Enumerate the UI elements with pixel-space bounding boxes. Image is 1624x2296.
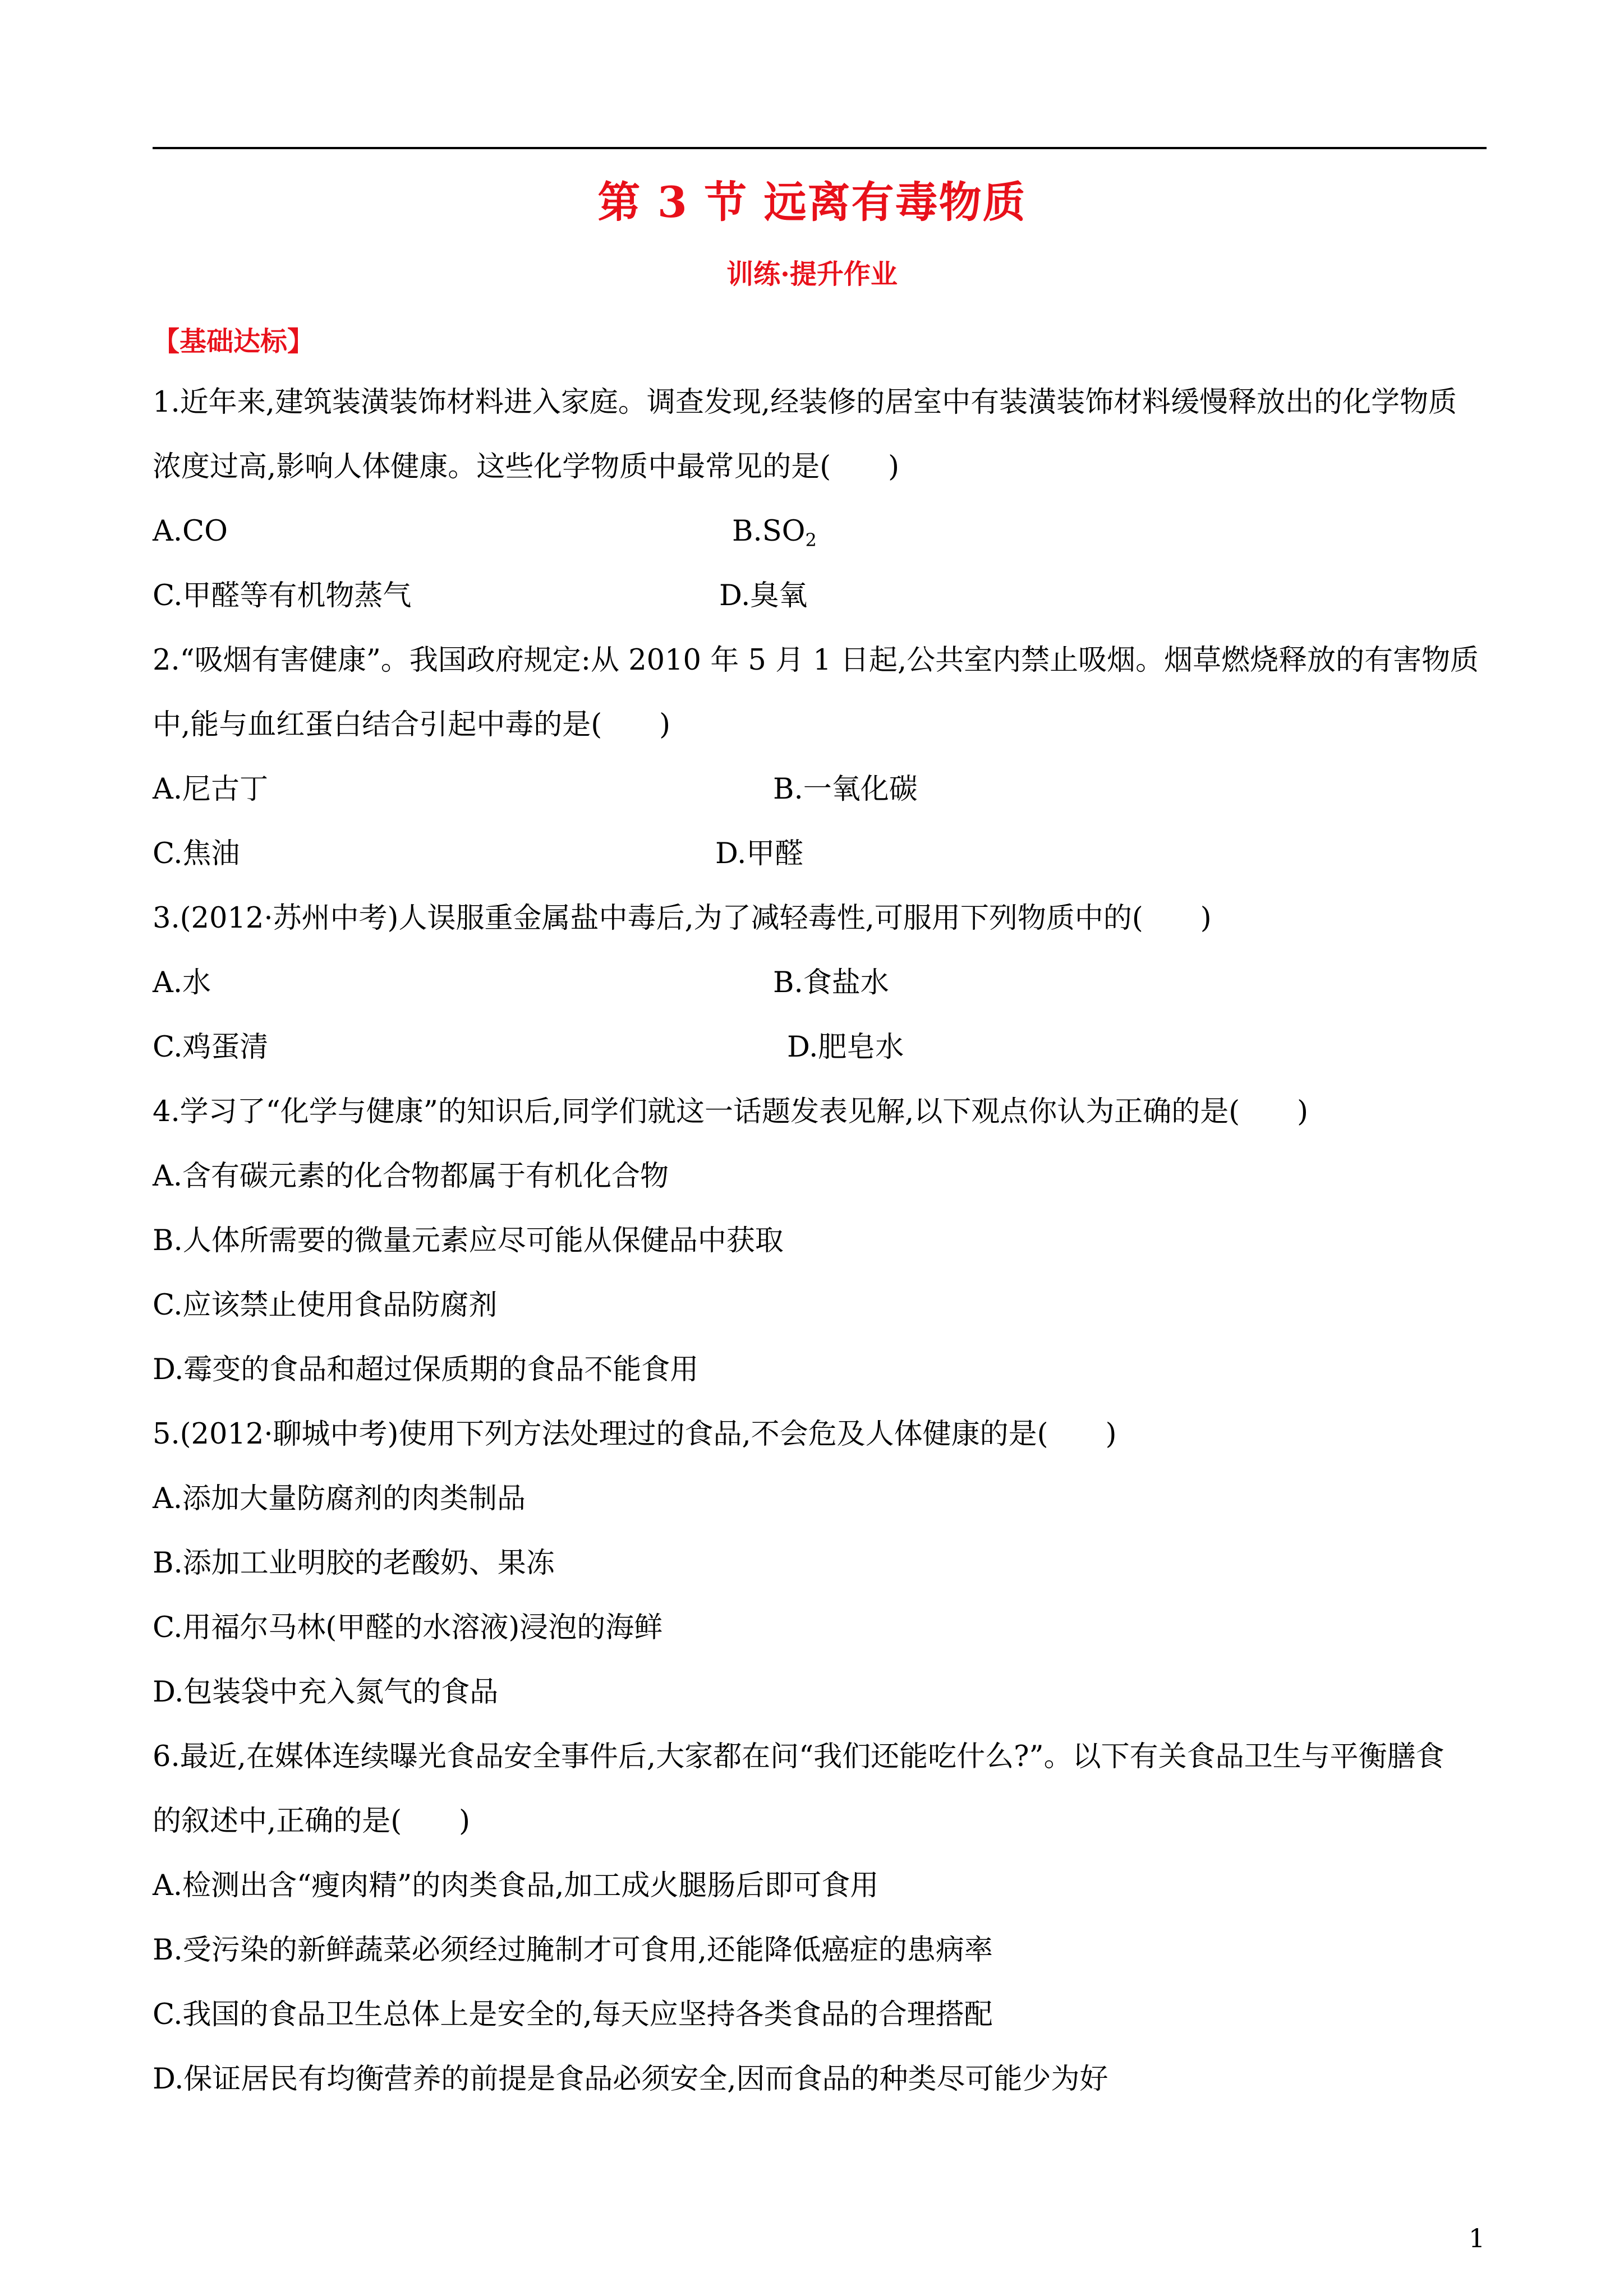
option-d: D.甲醛 <box>715 837 804 870</box>
option-b: B.受污染的新鲜蔬菜必须经过腌制才可食用,还能降低癌症的患病率 <box>153 1934 993 1967</box>
question-stem-line: 浓度过高,影响人体健康。这些化学物质中最常见的是( ) <box>153 450 900 483</box>
option-b: $B.SO_2$ <box>732 515 817 551</box>
option-a: A.添加大量防腐剂的肉类制品 <box>153 1482 526 1515</box>
page-number: 1 <box>1469 2223 1485 2253</box>
option-b: B.食盐水 <box>773 966 889 999</box>
option-d: D.霉变的食品和超过保质期的食品不能食用 <box>153 1353 699 1386</box>
question-stem-line: 4.学习了“化学与健康”的知识后,同学们就这一话题发表见解,以下观点你认为正确的是( ) <box>153 1095 1309 1128</box>
option-c: C.应该禁止使用食品防腐剂 <box>153 1289 498 1322</box>
option-d: D.保证居民有均衡营养的前提是食品必须安全,因而食品的种类尽可能少为好 <box>153 2063 1108 2096</box>
option-a: A.含有碳元素的化合物都属于有机化合物 <box>153 1160 669 1193</box>
page-title: 第 3 节 远离有毒物质 <box>597 177 1027 227</box>
option-d: D.包装袋中充入氮气的食品 <box>153 1676 499 1709</box>
question-stem-line: 6.最近,在媒体连续曝光食品安全事件后,大家都在问“我们还能吃什么?”。以下有关食品卫生与平衡膳食 <box>153 1740 1444 1773</box>
option-a: A.检测出含“瘦肉精”的肉类食品,加工成火腿肠后即可食用 <box>153 1869 879 1902</box>
option-a: A.CO <box>153 515 228 548</box>
option-a: A.尼古丁 <box>153 773 269 806</box>
section-heading: 【基础达标】 <box>153 326 315 357</box>
page-subtitle: 训练·提升作业 <box>726 259 898 290</box>
option-c: C.用福尔马林(甲醛的水溶液)浸泡的海鲜 <box>153 1611 663 1644</box>
option-d: D.肥皂水 <box>787 1031 904 1064</box>
question-stem-line: 的叙述中,正确的是( ) <box>153 1805 471 1838</box>
header-rule <box>153 147 1487 149</box>
question-stem-line: 中,能与血红蛋白结合引起中毒的是( ) <box>153 708 671 741</box>
question-stem-line: 1.近年来,建筑装潢装饰材料进入家庭。调查发现,经装修的居室中有装潢装饰材料缓慢释放出的化学物质 <box>153 386 1457 419</box>
option-d: D.臭氧 <box>719 579 808 612</box>
option-c: C.甲醛等有机物蒸气 <box>153 579 412 612</box>
question-stem-line: 5.(2012·聊城中考)使用下列方法处理过的食品,不会危及人体健康的是( ) <box>153 1418 1117 1451</box>
option-c: C.鸡蛋清 <box>153 1031 269 1064</box>
option-b: B.一氧化碳 <box>773 773 918 806</box>
option-b: B.添加工业明胶的老酸奶、果冻 <box>153 1547 555 1580</box>
question-stem-line: 2.“吸烟有害健康”。我国政府规定:从 2010 年 5 月 1 日起,公共室内禁止吸烟。烟草燃烧释放的有害物质 <box>153 644 1479 677</box>
option-b: B.人体所需要的微量元素应尽可能从保健品中获取 <box>153 1224 784 1257</box>
question-stem-line: 3.(2012·苏州中考)人误服重金属盐中毒后,为了减轻毒性,可服用下列物质中的( ) <box>153 902 1212 935</box>
option-a: A.水 <box>153 966 211 999</box>
option-c: C.我国的食品卫生总体上是安全的,每天应坚持各类食品的合理搭配 <box>153 1998 993 2031</box>
option-c: C.焦油 <box>153 837 240 870</box>
